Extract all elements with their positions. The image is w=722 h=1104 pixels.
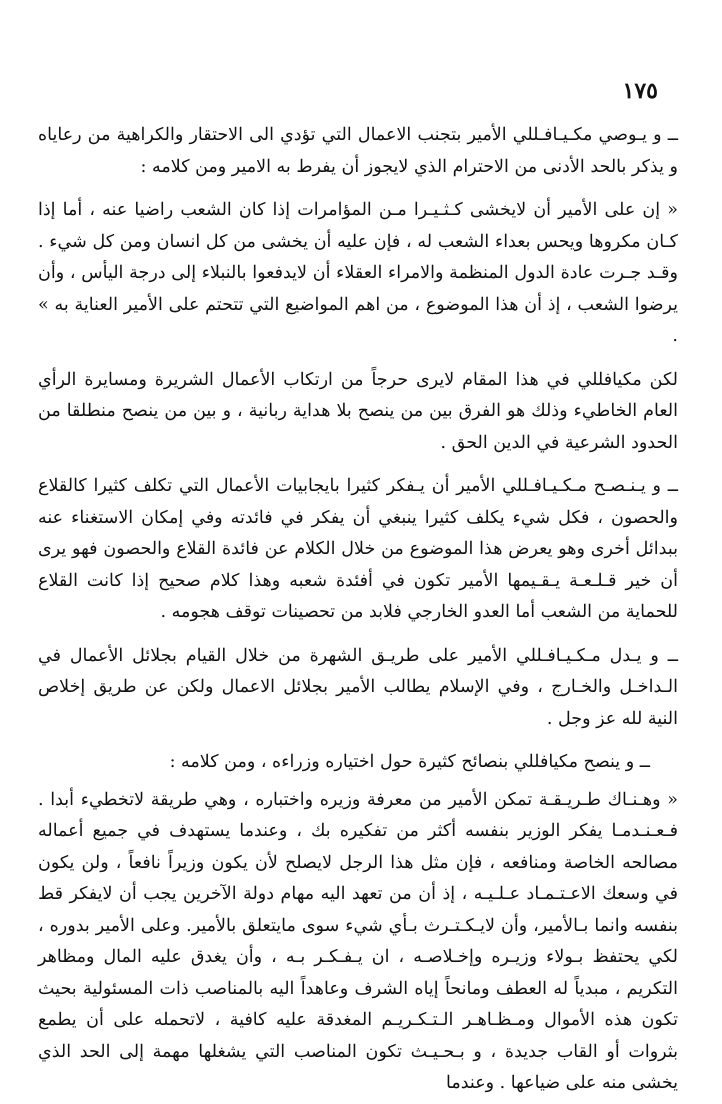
paragraph-ministers-intro: ــ و ينصح مكيافللي بنصائح كثيرة حول اختياره وزراءه ، ومن كلامه : [169, 752, 650, 772]
paragraph-avoid-contempt: ــ و يـوصي مكـيـافـللي الأمير بتجنب الاعمال التي تؤدي الى الاحتقار والكراهية من رعاياه و يذكر بالحد الأدنى من الاحترام الذي لايجوز أن يفرط به الامير ومن كلامه : [38, 125, 678, 177]
body-text [38, 120, 678, 1102]
quote-conspiracies: « إن على الأمير أن لايخشى كـثـيـرا مـن المؤامرات إذا كان الشعب راضيا عنه ، أما إذا كـان مكروها ويحس بعداء الشعب له ، فإن عليه أن يخشى من كل انسان ومن كل شيء . وقـد جـرت عادة الدول المنظمة والامراء العقلاء أن لايدفعوا بالنبلاء إلى درجة اليأس ، وأن يرضوا الشعب ، إذ أن هذا الموضوع ، من اهم المواضيع التي تتحتم على الأمير العناية به » . [38, 200, 678, 346]
paragraph-fortresses: ــ و يـنـصـح مـكـيـافـللي الأمير أن يـفكر كثيرا بايجابيات الأعمال التي تكلف كثيرا كالقلاع والحصون ، فكل شيء يكلف كثيرا ينبغي أن يفكر في فائدته وفي إمكان الاستغناء عنه ببدائل أخرى وهو يعرض هذا الموضوع من خلال الكلام عن فائدة القلاع والحصون فهو يرى أن خير قـلـعـة يـقـيمها الأمير تكون في أفئدة شعبه وهذا كلام صحيح إذا كانت القلاع للحماية من الشعب أما العدو الخارجي فلابد من تحصينات توقف هجومه . [38, 476, 678, 622]
paragraph-commentary: لكن مكيافللي في هذا المقام لايرى حرجاً من ارتكاب الأعمال الشريرة ومسايرة الرأي العام الخاطيء وذلك هو الفرق بين من ينصح بلا هداية ربانية ، و بين من ينصح منطلقا من الحدود الشرعية في الدين الحق . [38, 369, 678, 453]
page-number: ١٧٥ [622, 78, 658, 104]
paragraph-fame: ــ و يـدل مـكـيـافـللي الأمير على طريـق الشهرة من خلال القيام بجلائل الأعمال في الـداخـل والخـارج ، وفي الإسلام يطالب الأمير بجلائل الاعمال ولكن عن طريق إخلاص النية لله عز وجل . [38, 645, 678, 729]
quote-ministers: « وهـنـاك طـريـقـة تمكن الأمير من معرفة وزيره واختباره ، وهي طريقة لاتخطيء أبدا . فـعـنـدمـا يفكر الوزير بنفسه أكثر من تفكيره بك ، وعندما يستهدف في جميع أعماله مصالحه الخاصة ومنافعه ، فإن مثل هذا الرجل لايصلح لأن يكون وزيراً نافعاً ، ولن يكون في وسعك الاعـتـمـاد عـلـيـه ، إذ أن من تعهد اليه مهام دولة الآخرين يجب أن لايفكر قط بنفسه وانما بـالأمير، وأن لايـكـتـرث بـأي شيء سوى مايتعلق بالأمير. وعلى الأمير بدوره ، لكي يحتفظ بـولاء وزيـره وإخـلاصـه ، ان يـفـكـر بـه ، وأن يغدق عليه المال ومظاهر التكريم ، مبدياً له العطف ومانحاً إياه الشرف وعاهداً اليه بالمناصب ذات المسئولية بحيث تكون هذه الأموال ومـظـاهـر الـتـكـريـم المغدقة عليه كافية ، لاتحمله على أن يطمع بثروات أو القاب جديدة ، و بـحـيـث تكون المناصب التي يشغلها مهمة إلى الحد الذي يخشى منه على ضياعها . وعندما [38, 789, 678, 1093]
